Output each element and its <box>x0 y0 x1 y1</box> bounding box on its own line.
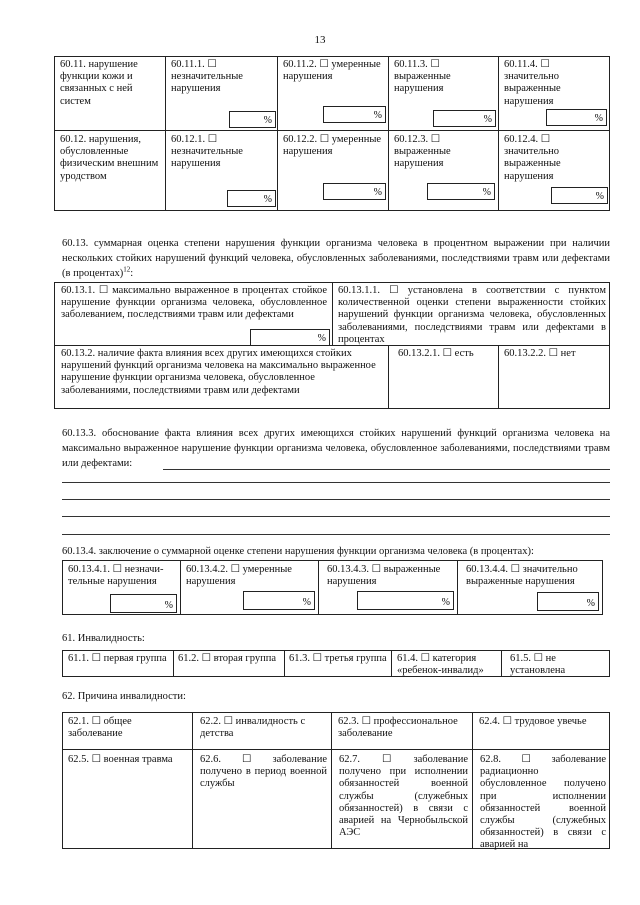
option-label: 60.12.1. ☐ незначительные нарушения <box>171 134 246 170</box>
section-61-title: 61. Инвалидность: <box>62 633 145 644</box>
option-label: 62.3. ☐ профессиональное заболевание <box>338 716 461 740</box>
option-label: 60.11.1. ☐ незначительные нарушения <box>171 59 246 95</box>
percent-sign: % <box>441 597 450 608</box>
option-60-12-3[interactable] <box>388 130 499 211</box>
percent-input[interactable] <box>546 109 607 126</box>
option-label: 60.13.2.2. ☐ нет <box>504 348 576 359</box>
option-61-2[interactable] <box>173 650 285 677</box>
option-60-12-2[interactable] <box>277 130 389 211</box>
percent-input[interactable] <box>537 592 599 611</box>
percent-input[interactable] <box>227 190 276 207</box>
option-62-2[interactable] <box>192 712 332 750</box>
option-60-13-4-2[interactable] <box>180 560 319 615</box>
section-60-13-text: 60.13. суммарная оценка степени нарушения функции организма человека в процентном выражении при наличии нескольких стойких нарушений функций человека, обусловленных заболеваниями, последствиями травм или дефектами (в процентах)$^{12}$: <box>62 238 610 279</box>
section-62-title: 62. Причина инвалидности: <box>62 691 186 702</box>
option-label: 60.13.4.3. ☐ выраженные нарушения <box>327 564 443 588</box>
percent-input[interactable] <box>427 183 495 200</box>
answer-line[interactable] <box>62 482 610 483</box>
option-60-11-4[interactable] <box>498 56 610 131</box>
percent-sign: % <box>263 115 272 126</box>
cell-60-13-1-1[interactable] <box>332 282 610 346</box>
option-62-8[interactable] <box>472 749 610 849</box>
option-label: 62.2. ☐ инвалидность с детства <box>200 716 308 740</box>
option-62-5[interactable] <box>62 749 193 849</box>
option-label: 61.4. ☐ категория «ребенок-инвалид» <box>397 653 484 677</box>
option-label: 62.6. ☐ заболевание получено в период военной службы <box>200 754 330 790</box>
answer-line[interactable] <box>62 499 610 500</box>
option-label: 60.13.4.4. ☐ значительно выраженные нарушения <box>466 564 581 588</box>
option-label: 61.2. ☐ вторая группа <box>178 653 276 664</box>
percent-input[interactable] <box>551 187 608 204</box>
row-60-12-label-cell <box>54 130 166 211</box>
option-label: 60.13.4.2. ☐ умеренные нарушения <box>186 564 295 588</box>
option-60-13-4-3[interactable] <box>318 560 458 615</box>
percent-sign: % <box>482 187 491 198</box>
option-60-13-2-2[interactable] <box>498 345 610 409</box>
option-label: 60.12.4. ☐ значительно выраженные нарушения <box>504 134 564 182</box>
percent-input[interactable] <box>323 183 386 200</box>
section-60-13-4-text: 60.13.4. заключение о суммарной оценке степени нарушения функции организма человека (в процентах): <box>62 546 534 557</box>
option-60-11-1[interactable] <box>165 56 278 131</box>
option-label: 62.1. ☐ общее заболевание <box>68 716 135 740</box>
cell-60-13-1-text: 60.13.1. ☐ максимально выраженное в процентах стойкое нарушение функции организма человека, обусловленное заболеванием, последствиями травм или дефектами <box>61 285 330 321</box>
percent-input[interactable] <box>110 594 177 613</box>
option-label: 61.3. ☐ третья группа <box>289 653 387 664</box>
answer-line[interactable] <box>62 534 610 535</box>
option-62-7[interactable] <box>331 749 473 849</box>
percent-sign: % <box>164 600 173 611</box>
cell-60-13-2 <box>54 345 389 409</box>
cell-60-13-1-1-text: 60.13.1.1. ☐ установлена в соответствии с пунктом количественной оценки степени выраженности стойких нарушений функции организма человека, обусловленных заболеваниями, последствиями травм или дефектами в процентах <box>338 285 609 345</box>
option-62-6[interactable] <box>192 749 332 849</box>
percent-sign: % <box>586 598 595 609</box>
option-label: 60.13.4.1. ☐ незначи-тельные нарушения <box>68 564 164 588</box>
percent-sign: % <box>594 113 603 124</box>
page-number: 13 <box>314 34 326 46</box>
section-60-13-3-text: 60.13.3. обоснование факта влияния всех других имеющихся стойких нарушений функций организма человека на максимально выраженное нарушение функции организма человека, обусловленное заболеваниями, последствиями травм или дефектами: <box>62 428 610 469</box>
option-label: 60.11.3. ☐ выраженные нарушения <box>394 59 454 95</box>
option-label: 62.8. ☐ заболевание радиационно обусловленное получено при исполнении обязанностей военной службы (служебных обязанностей) в связи с аварией на <box>480 754 609 851</box>
option-label: 61.5. ☐ не установлена <box>510 653 566 677</box>
percent-input[interactable] <box>243 591 315 610</box>
option-62-4[interactable] <box>472 712 610 750</box>
option-60-13-4-1[interactable] <box>62 560 181 615</box>
row-60-12-label: 60.12. нарушения, обусловленные физическим внешним уродством <box>60 134 161 182</box>
option-label: 62.7. ☐ заболевание получено при исполнении обязанностей военной службы (служебных обязанностей) в связи с аварией на Чернобыльской АЭС <box>339 754 471 839</box>
percent-sign: % <box>373 187 382 198</box>
percent-input[interactable] <box>229 111 276 128</box>
row-60-11-label: 60.11. нарушение функции кожи и связанных с ней систем <box>60 59 141 107</box>
option-label: 60.13.2.1. ☐ есть <box>398 348 474 359</box>
option-61-3[interactable] <box>284 650 392 677</box>
answer-line[interactable] <box>163 469 610 470</box>
option-62-3[interactable] <box>331 712 473 750</box>
row-60-11-label-cell <box>54 56 166 131</box>
option-label: 60.12.3. ☐ выраженные нарушения <box>394 134 454 170</box>
percent-sign: % <box>263 194 272 205</box>
percent-input[interactable] <box>250 329 330 346</box>
option-61-5[interactable] <box>501 650 610 677</box>
cell-60-13-1[interactable] <box>54 282 333 346</box>
option-60-13-4-4[interactable] <box>457 560 603 615</box>
percent-sign: % <box>595 191 604 202</box>
option-60-13-2-1[interactable] <box>388 345 499 409</box>
percent-input[interactable] <box>357 591 454 610</box>
option-label: 62.5. ☐ военная травма <box>68 754 173 765</box>
option-label: 60.11.2. ☐ умеренные нарушения <box>283 59 384 83</box>
option-60-12-1[interactable] <box>165 130 278 211</box>
option-61-4[interactable] <box>391 650 502 677</box>
percent-sign: % <box>302 597 311 608</box>
percent-sign: % <box>483 114 492 125</box>
option-label: 60.11.4. ☐ значительно выраженные нарушения <box>504 59 564 107</box>
option-60-11-3[interactable] <box>388 56 499 131</box>
option-62-1[interactable] <box>62 712 193 750</box>
option-label: 61.1. ☐ первая группа <box>68 653 167 664</box>
option-label: 62.4. ☐ трудовое увечье <box>479 716 587 727</box>
option-60-11-2[interactable] <box>277 56 389 131</box>
answer-line[interactable] <box>62 516 610 517</box>
option-label: 60.12.2. ☐ умеренные нарушения <box>283 134 384 158</box>
percent-input[interactable] <box>433 110 496 127</box>
cell-60-13-2-text: 60.13.2. наличие факта влияния всех других имеющихся стойких нарушений функций организма человека на максимально выраженное нарушение функции организма человека, обусловленное заболеваниями, последствиями травм или дефектами <box>61 348 379 396</box>
option-60-12-4[interactable] <box>498 130 610 211</box>
percent-sign: % <box>373 110 382 121</box>
percent-input[interactable] <box>323 106 386 123</box>
percent-sign: % <box>317 333 326 344</box>
option-61-1[interactable] <box>62 650 174 677</box>
